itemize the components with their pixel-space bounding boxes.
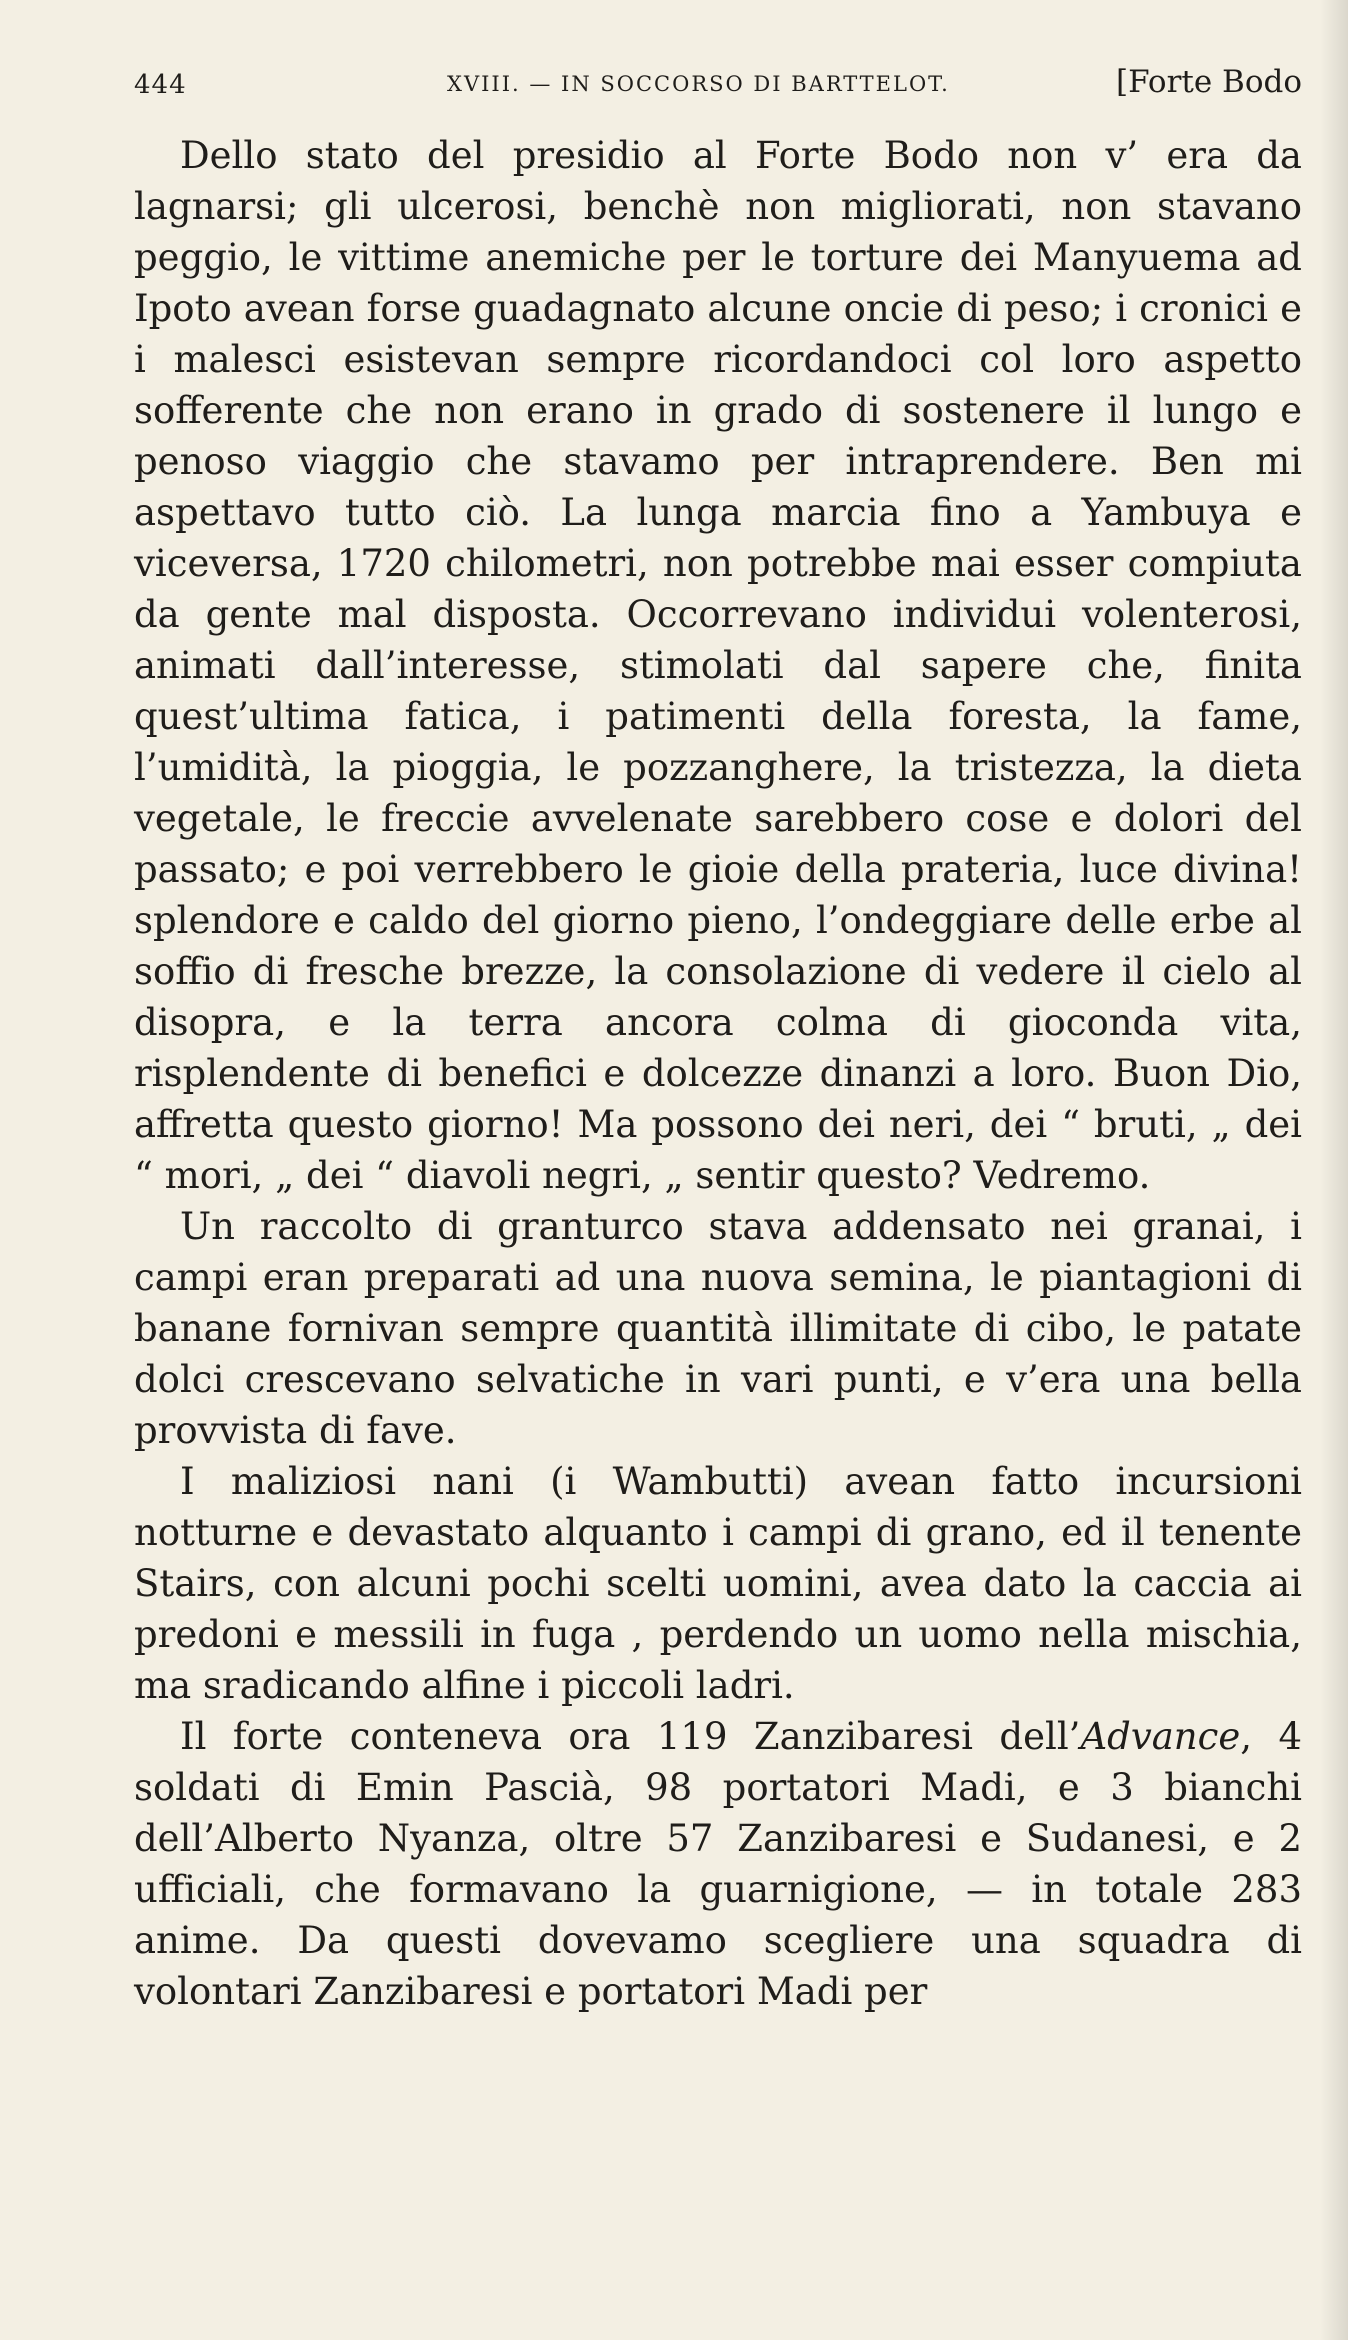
paragraph-1: Dello stato del presidio al Forte Bodo non v’ era da lagnarsi; gli ulcerosi, benchè non migliorati, non stavano peggio, le vittime anemiche per le torture dei Manyuema ad Ipoto avean forse guadagnato alcune oncie di peso; i cronici e i malesci esistevan sempre ricordandoci col loro aspetto sofferente che non erano in grado di sostenere il lungo e penoso viaggio che stavamo per intraprendere. Ben mi aspettavo tutto ciò. La lunga marcia fino a Yambuya e viceversa, 1720 chilometri, non potrebbe mai esser compiuta da gente mal disposta. Occorrevano individui volenterosi, animati dall’interesse, stimolati dal sapere che, finita quest’ultima fatica, i patimenti della foresta, la fame, l’umidità, la pioggia, le pozzanghere, la tristezza, la dieta vegetale, le freccie avvelenate sarebbero cose e dolori del passato; e poi verrebbero le gioie della prateria, luce divina! splendore e caldo del giorno pieno, l’ondeggiare delle erbe al soffio di fresche brezze, la consolazione di vedere il cielo al disopra, e la terra ancora colma di gioconda vita, risplendente di benefici e dolcezze dinanzi a loro. Buon Dio, affretta questo giorno! Ma possono dei neri, dei “ bruti, „ dei “ mori, „ dei “ diavoli negri, „ sentir questo? Vedremo. bbox=[134, 134, 1302, 1197]
running-title: XVIII. — IN SOCCORSO DI BARTTELOT. bbox=[447, 72, 950, 96]
running-section: [Forte Bodo bbox=[1116, 64, 1302, 100]
page-edge-shadow bbox=[1320, 0, 1348, 2340]
ship-name-italic: Advance bbox=[1080, 1715, 1241, 1758]
paragraph-4-start: Il forte conteneva ora 119 Zanzibaresi dell’ bbox=[180, 1715, 1081, 1758]
page-number: 444 bbox=[134, 70, 187, 100]
paragraph-2: Un raccolto di granturco stava addensato nei granai, i campi eran preparati ad una nuova semina, le piantagioni di banane fornivan sempre quantità illimitate di cibo, le patate dolci crescevano selvatiche in vari punti, e v’era una bella provvista di fave. bbox=[134, 1205, 1302, 1452]
page-header bbox=[134, 0, 1302, 108]
paragraph-3: I maliziosi nani (i Wambutti) avean fatto incursioni notturne e devastato alquanto i campi di grano, ed il tenente Stairs, con alcuni pochi scelti uomini, avea dato la caccia ai predoni e messili in fuga , perdendo un uomo nella mischia, ma sradicando alfine i piccoli ladri. bbox=[134, 1460, 1302, 1707]
body-text bbox=[134, 130, 1302, 2017]
paragraph-4-end: , 4 soldati di Emin Pascià, 98 portatori Madi, e 3 bianchi dell’Alberto Nyanza, oltre 57 Zanzibaresi e Sudanesi, e 2 ufficiali, che formavano la guarnigione, — in totale 283 anime. Da questi dovevamo scegliere una squadra di volontari Zanzibaresi e portatori Madi per bbox=[134, 1715, 1302, 2013]
paragraph-4 bbox=[134, 1711, 1302, 2017]
